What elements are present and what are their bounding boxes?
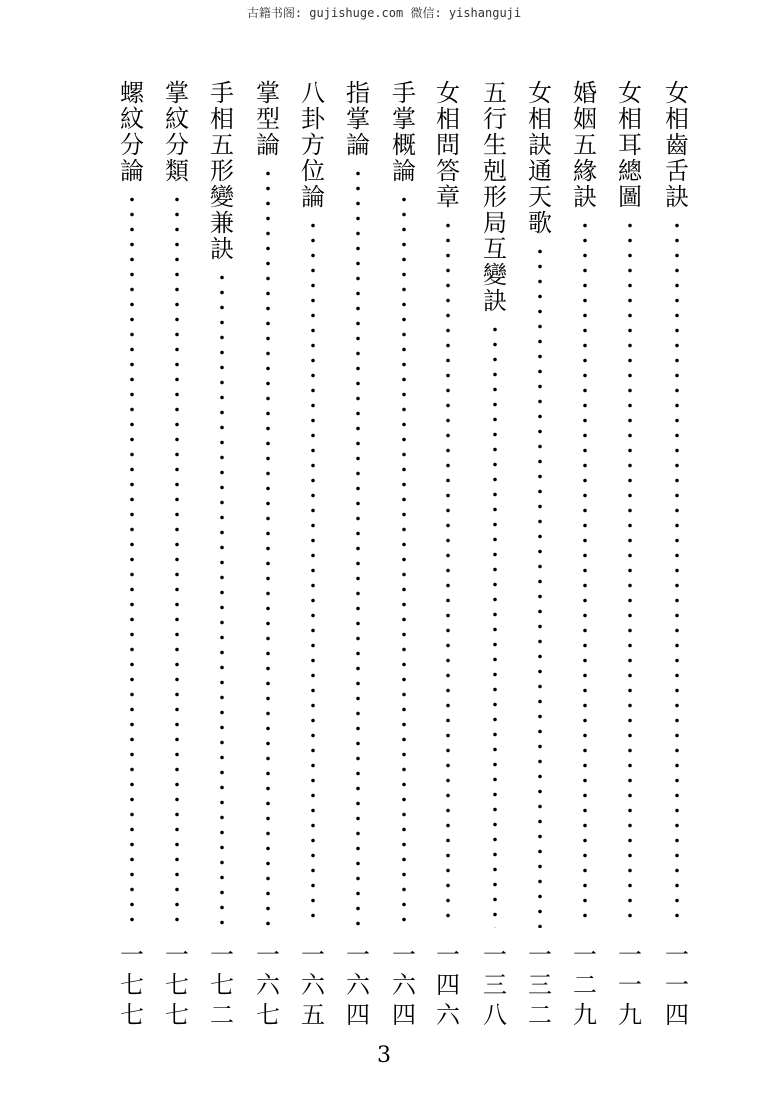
glyph: 天 xyxy=(528,183,552,211)
page-number: 3 xyxy=(377,1043,391,1068)
entry-page-number xyxy=(253,940,283,1030)
glyph: 一 xyxy=(392,941,416,969)
leader-dots xyxy=(355,166,361,928)
glyph: 八 xyxy=(301,79,325,107)
glyph: 論 xyxy=(256,131,280,159)
entry-title xyxy=(662,80,692,210)
glyph: 方 xyxy=(301,131,325,159)
glyph: 一 xyxy=(256,941,280,969)
glyph: 七 xyxy=(120,971,144,999)
entry-page-number xyxy=(570,940,600,1030)
glyph: 女 xyxy=(618,79,642,107)
glyph: 章 xyxy=(436,183,460,211)
entry-title xyxy=(389,80,419,184)
toc-entry xyxy=(433,80,463,1040)
glyph: 一 xyxy=(618,971,642,999)
glyph: 訣 xyxy=(528,131,552,159)
glyph: 七 xyxy=(120,1001,144,1029)
glyph: 歌 xyxy=(528,209,552,237)
glyph: 指 xyxy=(346,79,370,107)
glyph: 總 xyxy=(618,157,642,185)
leader-dots xyxy=(445,218,451,928)
glyph: 手 xyxy=(210,79,234,107)
glyph: 卦 xyxy=(301,105,325,133)
glyph: 剋 xyxy=(483,157,507,185)
glyph: 論 xyxy=(392,157,416,185)
glyph: 局 xyxy=(483,209,507,237)
glyph: 婚 xyxy=(573,79,597,107)
glyph: 訣 xyxy=(665,183,689,211)
glyph: 五 xyxy=(210,131,234,159)
glyph: 三 xyxy=(483,971,507,999)
glyph: 掌 xyxy=(165,79,189,107)
glyph: 四 xyxy=(392,1001,416,1029)
glyph: 一 xyxy=(618,941,642,969)
glyph: 論 xyxy=(346,131,370,159)
glyph: 七 xyxy=(256,1001,280,1029)
glyph: 九 xyxy=(573,1001,597,1029)
glyph: 一 xyxy=(573,941,597,969)
glyph: 論 xyxy=(120,157,144,185)
toc-entry xyxy=(480,80,510,1040)
glyph: 位 xyxy=(301,157,325,185)
site-watermark-header: 古籍书阁: gujishuge.com 微信: yishanguji xyxy=(246,6,522,20)
glyph: 分 xyxy=(165,131,189,159)
glyph: 五 xyxy=(301,1001,325,1029)
entry-page-number xyxy=(117,940,147,1030)
glyph: 一 xyxy=(665,941,689,969)
glyph: 掌 xyxy=(346,105,370,133)
glyph: 型 xyxy=(256,105,280,133)
glyph: 論 xyxy=(301,183,325,211)
leader-dots xyxy=(174,192,180,928)
entry-title xyxy=(343,80,373,158)
glyph: 六 xyxy=(301,971,325,999)
glyph: 二 xyxy=(528,1001,552,1029)
glyph: 相 xyxy=(436,105,460,133)
glyph: 八 xyxy=(483,1001,507,1029)
leader-dots xyxy=(310,218,316,928)
leader-dots xyxy=(265,166,271,928)
glyph: 六 xyxy=(346,971,370,999)
glyph: 九 xyxy=(618,1001,642,1029)
glyph: 類 xyxy=(165,157,189,185)
entry-page-number xyxy=(389,940,419,1030)
glyph: 分 xyxy=(120,131,144,159)
glyph: 七 xyxy=(165,1001,189,1029)
glyph: 手 xyxy=(392,79,416,107)
glyph: 四 xyxy=(665,1001,689,1029)
glyph: 變 xyxy=(210,183,234,211)
glyph: 訣 xyxy=(483,287,507,315)
glyph: 相 xyxy=(528,105,552,133)
glyph: 一 xyxy=(301,941,325,969)
entry-page-number xyxy=(433,940,463,1030)
glyph: 四 xyxy=(436,971,460,999)
glyph: 舌 xyxy=(665,157,689,185)
entry-page-number xyxy=(525,940,555,1030)
entry-title xyxy=(570,80,600,210)
leader-dots xyxy=(582,218,588,928)
toc-entry xyxy=(298,80,328,1040)
entry-page-number xyxy=(162,940,192,1030)
toc-entry xyxy=(570,80,600,1040)
glyph: 螺 xyxy=(120,79,144,107)
glyph: 姻 xyxy=(573,105,597,133)
leader-dots xyxy=(129,192,135,928)
glyph: 紋 xyxy=(165,105,189,133)
glyph: 四 xyxy=(346,1001,370,1029)
entry-page-number xyxy=(207,940,237,1030)
entry-page-number xyxy=(298,940,328,1030)
glyph: 七 xyxy=(165,971,189,999)
glyph: 女 xyxy=(528,79,552,107)
glyph: 二 xyxy=(210,1001,234,1029)
toc-entry xyxy=(117,80,147,1040)
leader-dots xyxy=(219,270,225,928)
leader-dots xyxy=(537,244,543,928)
glyph: 相 xyxy=(210,105,234,133)
glyph: 變 xyxy=(483,261,507,289)
entry-page-number xyxy=(480,940,510,1030)
glyph: 六 xyxy=(256,971,280,999)
glyph: 兼 xyxy=(210,209,234,237)
glyph: 一 xyxy=(165,941,189,969)
toc-entry xyxy=(343,80,373,1040)
glyph: 圖 xyxy=(618,183,642,211)
entry-page-number xyxy=(662,940,692,1030)
glyph: 女 xyxy=(665,79,689,107)
glyph: 掌 xyxy=(256,79,280,107)
glyph: 一 xyxy=(665,971,689,999)
glyph: 三 xyxy=(528,971,552,999)
glyph: 通 xyxy=(528,157,552,185)
glyph: 相 xyxy=(665,105,689,133)
toc-entry xyxy=(615,80,645,1040)
glyph: 訣 xyxy=(573,183,597,211)
entry-title xyxy=(253,80,283,158)
leader-dots xyxy=(492,322,498,928)
glyph: 六 xyxy=(436,1001,460,1029)
glyph: 齒 xyxy=(665,131,689,159)
glyph: 一 xyxy=(346,941,370,969)
leader-dots xyxy=(627,218,633,928)
glyph: 六 xyxy=(392,971,416,999)
glyph: 女 xyxy=(436,79,460,107)
toc-entry xyxy=(525,80,555,1040)
entry-title xyxy=(117,80,147,184)
glyph: 一 xyxy=(436,941,460,969)
glyph: 紋 xyxy=(120,105,144,133)
glyph: 問 xyxy=(436,131,460,159)
glyph: 一 xyxy=(528,941,552,969)
entry-title xyxy=(615,80,645,210)
entry-title xyxy=(433,80,463,210)
glyph: 一 xyxy=(120,941,144,969)
entry-title xyxy=(207,80,237,262)
toc-entry xyxy=(662,80,692,1040)
glyph: 五 xyxy=(483,79,507,107)
entry-title xyxy=(298,80,328,210)
glyph: 行 xyxy=(483,105,507,133)
entry-title xyxy=(480,80,510,314)
toc-entry xyxy=(207,80,237,1040)
glyph: 七 xyxy=(210,971,234,999)
toc-entry xyxy=(162,80,192,1040)
glyph: 緣 xyxy=(573,157,597,185)
entry-title xyxy=(162,80,192,184)
glyph: 二 xyxy=(573,971,597,999)
entry-page-number xyxy=(343,940,373,1030)
glyph: 形 xyxy=(210,157,234,185)
table-of-contents xyxy=(0,80,768,1040)
toc-entry xyxy=(253,80,283,1040)
glyph: 生 xyxy=(483,131,507,159)
glyph: 一 xyxy=(483,941,507,969)
toc-entry xyxy=(389,80,419,1040)
entry-page-number xyxy=(615,940,645,1030)
glyph: 五 xyxy=(573,131,597,159)
glyph: 概 xyxy=(392,131,416,159)
glyph: 耳 xyxy=(618,131,642,159)
glyph: 掌 xyxy=(392,105,416,133)
entry-title xyxy=(525,80,555,236)
glyph: 相 xyxy=(618,105,642,133)
leader-dots xyxy=(674,218,680,928)
glyph: 互 xyxy=(483,235,507,263)
glyph: 訣 xyxy=(210,235,234,263)
glyph: 一 xyxy=(210,941,234,969)
leader-dots xyxy=(401,192,407,928)
glyph: 答 xyxy=(436,157,460,185)
glyph: 形 xyxy=(483,183,507,211)
